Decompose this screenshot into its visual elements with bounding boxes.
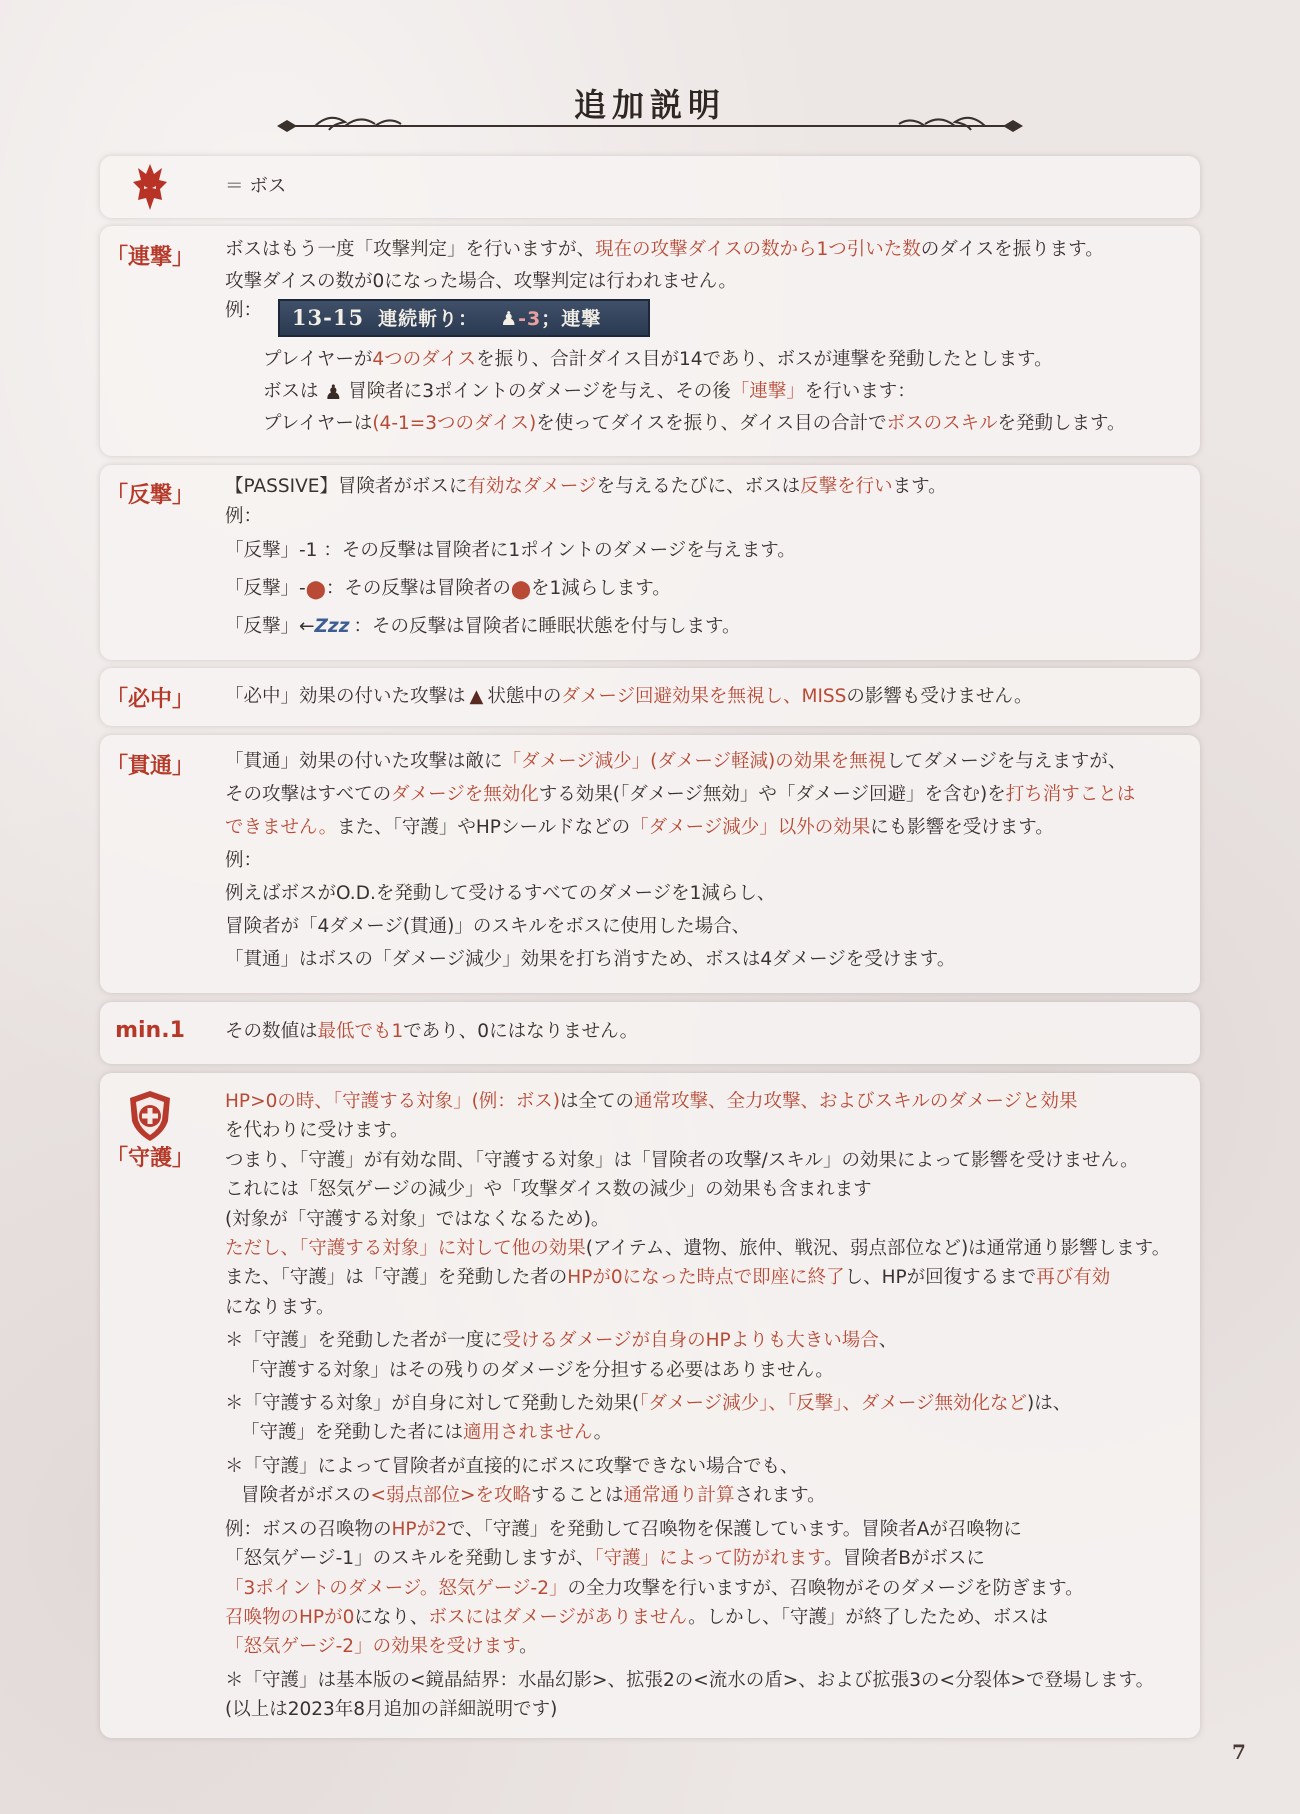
rengeki-line-2: 攻撃ダイスの数が0になった場合、攻撃判定は行われません。 (225, 271, 737, 292)
hicchu-text: 「必中」効果の付いた攻撃は ▲ 状態中のダメージ回避効果を無視し、MISSの影響も受けません。 (225, 681, 1190, 713)
min1-text: その数値は最低でも1であり、0にはなりません。 (225, 1021, 639, 1042)
hangeki-line-3: 「反撃」-1 ：その反撃は冒険者に1ポイントのダメージを与えます。 (225, 540, 796, 561)
shugo-line-4: これには「怒気ゲージの減少」や「攻撃ダイス数の減少」の効果も含まれます (225, 1179, 872, 1201)
hicchu-label: 「必中」 (105, 687, 194, 712)
dragon-head-icon (131, 162, 169, 212)
rage-drop-icon: ⬤ (510, 578, 532, 600)
shugo-line-6: ただし、「守護する対象」に対して他の効果(アイテム、遺物、旅仲、戦況、弱点部位など)は通常通り影響します。 (225, 1238, 1171, 1260)
kantsu-line-3: できません。また、「守護」やHPシールドなどの「ダメージ減少」以外の効果にも影響を受けます。 (225, 817, 1054, 838)
shugo-label: 「守護」 (105, 1146, 194, 1171)
rengeki-label: 「連撃」 (105, 245, 194, 270)
hicchu-panel (100, 668, 1200, 726)
rengeki-panel (100, 226, 1200, 456)
shugo-line-17: 「3ポイントのダメージ。怒気ゲージ-2」の全力攻撃を行いますが、召喚物がそのダメージを防ぎます。 (225, 1577, 1084, 1599)
shugo-line-19: 「怒気ゲージ-2」の効果を受けます。 (225, 1636, 538, 1658)
shugo-line-10: 「守護する対象」はその残りのダメージを分担する必要はありません。 (241, 1359, 834, 1381)
kantsu-label: 「貫通」 (105, 754, 194, 779)
shugo-line-16: 「怒気ゲージ-1」のスキルを発動しますが、「守護」によって防がれます。冒険者Bがボスに (225, 1548, 985, 1570)
boss-panel (100, 156, 1200, 218)
boss-text: ＝ ボス (225, 176, 287, 197)
kantsu-line-5: 例えばボスがO.D.を発動して受けるすべてのダメージを1減らし、 (225, 883, 776, 904)
shugo-line-14: 冒険者がボスの<弱点部位>を攻略することは通常通り計算されます。 (241, 1485, 826, 1507)
shield-cross-icon (126, 1089, 174, 1143)
hangeki-example: 例： (225, 506, 263, 527)
hangeki-line-1: 【PASSIVE】冒険者がボスに有効なダメージを与えるたびに、ボスは反撃を行います。 (225, 476, 947, 497)
page-number: 7 (1232, 1740, 1246, 1764)
hangeki-line-4: 「反撃」-⬤：その反撃は冒険者の⬤を1減らします。 (225, 570, 1190, 608)
kantsu-panel (100, 735, 1200, 993)
shugo-line-7: また、「守護」は「守護」を発動した者のHPが0になった時点で即座に終了し、HPが回復するまで再び有効 (225, 1267, 1111, 1289)
evade-boot-icon: ▲ (469, 686, 484, 707)
sleep-icon: Zzz (314, 615, 350, 637)
min1-label: min.1 (115, 1018, 185, 1043)
kantsu-line-6: 冒険者が「4ダメージ(貫通)」のスキルをボスに使用した場合、 (225, 916, 751, 937)
rage-drop-icon: ⬤ (305, 578, 326, 600)
hangeki-line-5: 「反撃」←Zzz ：その反撃は冒険者に睡眠状態を付与します。 (225, 615, 741, 637)
shugo-line-5: (対象が「守護する対象」ではなくなるため)。 (225, 1208, 610, 1230)
shugo-line-3: つまり、「守護」が有効な間、「守護する対象」は「冒険者の攻撃/スキル」の効果によって影響を受けません。 (225, 1149, 1139, 1171)
rengeki-line-1: ボスはもう一度「攻撃判定」を行いますが、現在の攻撃ダイスの数から1つ引いた数のダイスを振ります。 (225, 239, 1104, 260)
shugo-line-2: を代わりに受けます。 (225, 1120, 409, 1142)
rengeki-line-4: ボスは ♟ 冒険者に3ポイントのダメージを与え、その後「連撃」を行います： (225, 376, 1190, 408)
rengeki-example: 例： 13-15 連続斬り： ♟-3；連撃 (225, 298, 1190, 344)
hangeki-label: 「反撃」 (105, 483, 194, 508)
shugo-line-20: ＊「守護」は基本版の<鏡晶結界：水晶幻影>、拡張2の<流水の盾>、および拡張3の<分裂体>で登場します。 (225, 1669, 1155, 1691)
shugo-line-9: ＊「守護」を発動した者が一度に受けるダメージが自身のHPよりも大きい場合、 (225, 1330, 898, 1352)
shugo-line-18: 召喚物のHPが0になり、ボスにはダメージがありません。しかし、「守護」が終了したため、ボスは (225, 1606, 1049, 1628)
shugo-line-21: (以上は2023年8月追加の詳細説明です) (225, 1699, 558, 1721)
kantsu-line-7: 「貫通」はボスの「ダメージ減少」効果を打ち消すため、ボスは4ダメージを受けます。 (225, 949, 956, 970)
adventurer-meeple-icon: ♟ (324, 380, 343, 404)
shugo-line-1: HP>0の時、「守護する対象」(例：ボス)は全ての通常攻撃、全力攻撃、およびスキルのダメージと効果 (225, 1091, 1078, 1112)
page-title: 追加説明 (573, 86, 726, 124)
kantsu-line-2: その攻撃はすべてのダメージを無効化する効果(「ダメージ無効」や「ダメージ回避」を含む)を打ち消すことは (225, 784, 1136, 805)
shugo-line-8: になります。 (225, 1296, 335, 1318)
min1-panel (100, 1002, 1200, 1064)
shugo-line-11: ＊「守護する対象」が自身に対して発動した効果(「ダメージ減少」、「反撃」、ダメージ無効化など)は、 (225, 1393, 1072, 1415)
kantsu-line-1: 「貫通」効果の付いた攻撃は敵に「ダメージ減少」(ダメージ軽減)の効果を無視してダメージを与えますが、 (225, 751, 1127, 772)
shugo-line-13: ＊「守護」によって冒険者が直接的にボスに攻撃できない場合でも、 (225, 1455, 799, 1477)
shugo-panel (100, 1073, 1200, 1738)
shugo-line-15: 例：ボスの召喚物のHPが2で、「守護」を発動して召喚物を保護しています。冒険者Aが召喚物に (225, 1518, 1022, 1540)
rengeki-line-3: プレイヤーが4つのダイスを振り、合計ダイス目が14であり、ボスが連撃を発動したとします。 (263, 349, 1053, 370)
shugo-line-12: 「守護」を発動した者には適用されません。 (241, 1422, 613, 1444)
kantsu-example: 例： (225, 850, 263, 871)
title-ornament (275, 112, 1025, 140)
rengeki-line-5: プレイヤーは(4-1=3つのダイス)を使ってダイスを振り、ダイス目の合計でボスのスキルを発動します。 (263, 413, 1126, 434)
skill-banner: 13-15 連続斬り： ♟-3；連撃 (278, 299, 650, 337)
hangeki-panel (100, 465, 1200, 660)
